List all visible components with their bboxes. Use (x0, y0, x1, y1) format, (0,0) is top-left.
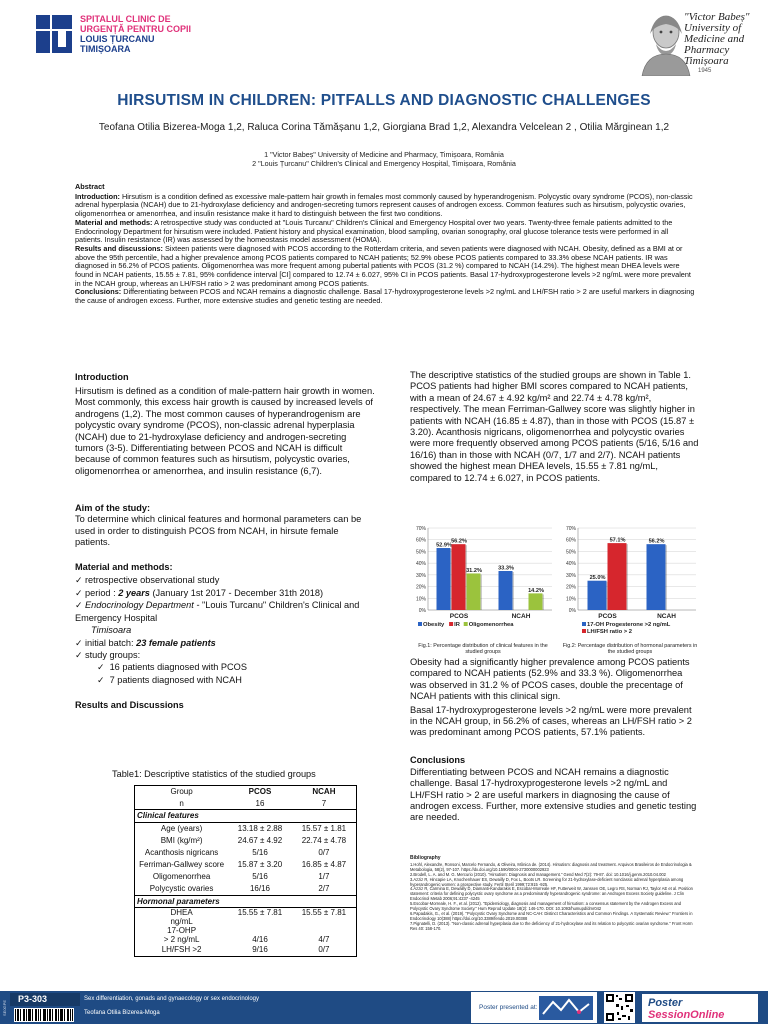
biblio-item: 7.Pignatelli, D. (2013). "Non-classic adrenal hyperplasia due to the deficiency of 21-hydroxylase and its relation to polycystic ovarian syndrome." Front Horm Res 40: 158-170. (410, 920, 693, 931)
y-tick-label: 70% (565, 526, 576, 532)
abstract-methods-label: Material and methods: (75, 217, 153, 227)
footer-side-code: SE0GPE (2, 999, 7, 1016)
legend-label: IR (454, 622, 460, 628)
chart-2 (560, 520, 700, 656)
right-intro-text: The descriptive statistics of the studied groups are shown in Table 1. PCOS patients had higher BMI scores compared to NCAH patients, with a mean of 24.67 ± 4.92 kg/m² and 22.74 ± 4.78 kg/m², respectively. The mean Ferriman-Gallwey score was slightly higher in patients with NCAH (16.85 ± 4.87), than in those with PCOS (15.87 ± 3.20). Acanthosis nigricans, oligomenorrhea and polycystic ovaries were more frequently observed among PCOS patients (5/16, 5/16 and 16/16) than in those with NCAH (0/7, 1/7 and 2/7). NCAH patients showed the highest mean DHEA levels, 15.55 ± 7.81 ng/mL, compared to 12.74 ± 6.027, in PCOS patients. (410, 370, 699, 483)
bar (608, 543, 627, 610)
y-tick-label: 30% (565, 572, 576, 579)
legend-label: Oligomenorrhea (468, 622, 514, 628)
bar (467, 573, 481, 610)
y-tick-label: 60% (565, 537, 576, 544)
abstract (75, 183, 697, 306)
table-row: DHEA ng/mL 15.55 ± 7.81 15.55 ± 7.81 (170, 907, 347, 926)
abstract-intro-label: Introduction: (75, 191, 120, 201)
hospital-logo-line2: URGENȚĂ PENTRU COPII (80, 24, 192, 34)
poster-footer (0, 991, 768, 1024)
table-row: Oligomenorrhea 5/16 1/7 (152, 872, 330, 882)
data-label: 31.2% (466, 567, 482, 574)
table-row: LH/FSH >2 9/16 0/7 (161, 945, 330, 955)
table-row: BMI (kg/m²) 24.67 ± 4.92 22.74 ± 4.78 (160, 835, 347, 845)
abstract-results-text: Sixteen patients were diagnosed with PCOS according to the Rotterdam criteria, and seven patients were diagnosed with NCAH. Obesity, defined as a BMI at or above the 95th percentile, had a higher prevalence among PCOS patients compared to NCAH patients; 52.9% obese PCOS patients compared to 33.3% obese NCAH patients. IR was diagnosed in 56.2% of PCOS patients. Oligomenorrhea was more frequent among pubertal patients with PCOS (31.2 %) compared to NCAH (14.2%). The highest mean DHEA levels were found in NCAH patients, 15.55 ± 7.81, 95% confidence interval [CI] compared to 12.74 ± 6.027, 95% CI in PCOS patients. Basal 17-hydroxyprogesterone levels >2 ng/mL were more prevalent in the NCAH group, whereas an LH/FSH ratio > 2 was predominant among PCOS patients. (75, 243, 691, 288)
check-icon: ✓ (97, 662, 105, 673)
bibliography (410, 856, 700, 932)
x-tick-label: PCOS (449, 613, 469, 620)
biblio-item: 2.Brodell, L. A. and M. G. Mercurio (2010). "Hirsutism: Diagnosis and management." Gend Med 7(2): 79-87. doi: 10.1016/j.genm.2010.04.002 (410, 871, 666, 877)
table-caption: Table1: Descriptive statistics of the studied groups (112, 769, 316, 779)
poster-title: HIRSUTISM IN CHILDREN: PITFALLS AND DIAGNOSTIC CHALLENGES (117, 92, 651, 109)
barcode-icon (14, 1008, 74, 1022)
methods-dept-city: Timisoara (91, 625, 132, 636)
data-label: 52.9% (436, 542, 452, 549)
check-icon: ✓ (75, 575, 83, 586)
legend-label: LH/FSH ratio > 2 (587, 629, 632, 635)
basal-paragraph: Basal 17-hydroxyprogesterone levels >2 ng/mL were more prevalent in the NCAH group, in 56.2% of cases, whereas an LH/FSH ratio > 2 was predominant among PCOS patients, 57.1% patients. (410, 704, 692, 738)
legend-label: Obesity (423, 622, 445, 628)
data-label: 33.3% (498, 565, 514, 572)
bar-shadow (543, 594, 545, 610)
affiliations (0, 150, 768, 168)
abstract-concl-label: Conclusions: (75, 287, 122, 297)
conclusions-heading: Conclusions (410, 754, 466, 765)
table-section-clinical: Clinical features (135, 810, 357, 822)
ps-logo-line1: Poster (648, 997, 683, 1009)
y-tick-label: 50% (415, 549, 426, 556)
legend-swatch (582, 622, 586, 626)
biblio-item: 6.Papadakis, G., et al. (2019). "Polycystic Ovary Syndrome and NC-CAH: Distinct Characteristics and Common Findings. A Systematic Review." Frontiers in Endocrinology 10(388) https://doi.org/10.3389/fendo.2019.00388 (410, 910, 693, 921)
methods-item-2: ✓ period : 2 years (January 1st 2017 - December 31th 2018) (75, 587, 324, 598)
poster-presented-box (470, 991, 598, 1024)
hospital-logo-icon (36, 15, 72, 53)
ps-logo-line2: SessionOnline (648, 1009, 725, 1021)
check-icon: ✓ (75, 600, 83, 611)
bar-shadow (481, 574, 483, 610)
y-tick-label: 70% (415, 526, 426, 532)
hospital-logo-line1: SPITALUL CLINIC DE (80, 14, 171, 24)
legend-label: 17-OH Progesterone >2 ng/mL (587, 622, 671, 628)
footer-topic: Sex differentiation, gonads and gynaecology or sex endocrinology (84, 996, 260, 1002)
methods-group-1: ✓ 16 patients diagnosed with PCOS (97, 662, 247, 673)
intro-text: Hirsutism is defined as a condition of male-pattern hair growth in women. Most commonly, this excess hair growth is caused by increased levels of androgens (1,2). The most common causes of hyperandrogenism are polycystic ovary syndrome (PCOS), non-classic adrenal hyperplasia (NCAH) due to 21-hydroxylase deficiency and androgen-secreting tumors (3-5). Differentiating between PCOS and NCAH is difficult because of common features such as hirsutism, polycystic ovaries, oligomenorrhea or amenorrhea, and insulin resistance (6,7). (75, 386, 375, 476)
qr-code-icon[interactable] (604, 992, 635, 1023)
poster-presented-label: Poster presented at: (479, 1004, 538, 1011)
university-year: 1945 (698, 68, 712, 74)
table-row: Polycystic ovaries 16/16 2/7 (149, 884, 330, 894)
legend-swatch (449, 622, 453, 626)
y-tick-label: 0% (418, 608, 426, 614)
aim-text: To determine which clinical features and hormonal parameters can be used in order to distinguish PCOS from NCAH, in hirsute female patients. (75, 514, 362, 548)
abstract-concl-text: Differentiating between PCOS and NCAH remains a diagnostic challenge. Basal 17-hydroxyprogesterone levels >2 ng/mL and LH/FSH ratio > 2 are useful markers in diagnosing the cause of androgen excess. Further, more extensive studies and genetic testing are needed. (75, 287, 695, 306)
methods-item-5: ✓ study groups: (75, 649, 141, 660)
abstract-methods-text: A retrospective study was conducted at "Louis Turcanu" Children's Clinical and Emergency Hospital over two years. Twenty-three female patients admitted to the Endocrinology Department for hirsutism were included. Patient history and physical examination, blood sampling, ovarian sonography, oral glucose tolerance tests were performed in all patients. Insulin resistance (IR) was assessed by the homeostasis model assessment (HOMA). (75, 217, 673, 245)
abstract-intro (75, 193, 697, 219)
right-lower (410, 657, 700, 824)
affiliation-2: 2 "Louis Țurcanu" Children's Clinical and Emergency Hospital, Timișoara, România (252, 159, 516, 168)
y-tick-label: 10% (415, 596, 426, 603)
right-column (410, 370, 700, 484)
poster-session-online-logo[interactable] (642, 994, 758, 1022)
abstract-results-label: Results and discussions: (75, 243, 163, 253)
table-row: n 16 7 (179, 799, 327, 809)
table-row: 17-OHP > 2 ng/mL 4/16 4/7 (163, 925, 330, 944)
bar (588, 581, 607, 610)
biblio-item: 1.Hohl, Alexandre, Ronsoni, Marcelo Fernando, & Oliveira, Mônica de. (2014). Hirsutism: diagnosis and treatment. Arquivos Brasileiros de Endocrinologia & Metabologia, 58(2), 97-107. https://dx.doi.org/10.1590/0004-2730000002923 (410, 861, 692, 872)
abstract-heading: Abstract (75, 182, 105, 191)
y-tick-label: 0% (568, 608, 576, 614)
bibliography-heading: Bibliography (410, 855, 441, 861)
methods-item-4: ✓ initial batch: 23 female patients (75, 637, 216, 648)
methods-item-3: ✓ Endocrinology Department - "Louis Turcanu" Children's Clinical and Emergency Hospital (75, 600, 360, 623)
table-row: Ferriman-Gallwey score 15.87 ± 3.20 16.85 ± 4.87 (139, 860, 347, 870)
check-icon: ✓ (97, 674, 105, 685)
y-tick-label: 50% (565, 549, 576, 556)
data-label: 56.2% (648, 538, 665, 545)
legend-swatch (418, 622, 422, 626)
legend-swatch (464, 622, 468, 626)
hospital-logo (36, 14, 191, 54)
y-tick-label: 60% (415, 537, 426, 544)
university-logo-line4: Pharmacy (684, 44, 730, 56)
table-header-row: Group PCOS NCAH (170, 787, 336, 797)
methods-group-2: ✓ 7 patients diagnosed with NCAH (97, 674, 242, 685)
chart-1 (410, 520, 556, 656)
check-icon: ✓ (75, 649, 83, 660)
table-section-hormonal: Hormonal parameters (135, 895, 357, 907)
biblio-item: 4.Azziz R, Carmina E, Dewailly D, Diamanti-Kandarakis E, Escobar-Morreale HF, Futterweit W, Janssen OE, Legro RS, Norman RJ, Taylor AE et al. Position statement: criteria for defining polycystic ovary syndrome as a predominantly hyperandrogenic syndrome: an Androgen Excess Society guideline. J Clin Endocrinol Metab 2006;91:4237 -4245 (410, 886, 693, 902)
check-icon: ✓ (75, 637, 83, 648)
y-tick-label: 20% (415, 584, 426, 591)
left-column (75, 372, 375, 714)
x-tick-label: NCAH (657, 613, 676, 620)
biblio-item: 5.Escobar-Morreale, H. F., et al. (2012). "Epidemiology, diagnosis and management of hirsutism: a consensus statement by the Androgen Excess and Polycystic Ovary Syndrome Society." Hum Reprod Update 18(2): 146-170. DOI: 10.1093/humupd/dmr042 (410, 901, 682, 912)
stats-table (134, 785, 357, 957)
hospital-logo-line3: LOUIS ȚURCANU (80, 34, 155, 44)
methods-heading: Material and methods: (75, 562, 173, 573)
y-tick-label: 30% (415, 572, 426, 579)
author-list: Teofana Otilia Bizerea-Moga 1,2, Raluca Corina Tămășanu 1,2, Giorgiana Brad 1,2, Alexandra Velcelean 2 , Otilia Mărginean 1,2 (98, 122, 670, 133)
biblio-item: 3.Azziz R, Hincapie LA, Knochenhauer ES, Dewailly D, Fox L, Boots LR. Screening for 21-hydroxylase-deficient nonclassic adrenal hyperplasia among hyperandrogenic women: a prospective study. Fertil Steril 1999;72:915 -925. (410, 876, 684, 887)
x-tick-label: PCOS (598, 613, 617, 620)
university-logo-line5: Timișoara (684, 55, 729, 67)
table-row: Acanthosis nigricans 5/16 0/7 (144, 848, 330, 858)
bar (452, 544, 466, 610)
abstract-methods (75, 219, 697, 245)
y-tick-label: 20% (565, 584, 576, 591)
data-label: 57.1% (609, 537, 626, 544)
university-logo-line2: University of (684, 22, 742, 34)
aim-heading: Aim of the study: (75, 503, 151, 514)
abstract-intro-text: Hirsutism is a condition defined as excessive male-pattern hair growth in females most commonly caused by hyperandrogenism. Polycystic ovary syndrome (PCOS), non-classic adrenal hyperplasia (NCAH) due to 21-hydroxylase deficiency and androgen-secreting tumors represent causes of androgen excess. Common features such as hirsutism, polycystic ovaries, oligomenorrhea or amenorrhea, and insulin resistance make it hard to distinguish between the first two conditions. (75, 191, 693, 219)
chart-1-caption: Fig.1: Percentage distribution of clinical features in the studied groups (418, 643, 548, 656)
footer-author: Teofana Otilia Bizerea-Moga (84, 1010, 160, 1016)
conclusions-text: Differentiating between PCOS and NCAH remains a diagnostic challenge. Basal 17-hydroxyprogesterone levels >2 ng/mL and LH/FSH ratio > 2 are useful markers in diagnosing the cause of androgen excess. Further, more extensive studies and genetic testing are needed. (410, 766, 697, 823)
y-tick-label: 40% (415, 561, 426, 568)
methods-item-1: ✓ retrospective observational study (75, 575, 220, 586)
bar-shadow (627, 544, 629, 610)
chart-1-svg (410, 520, 556, 638)
bar (529, 593, 543, 610)
university-logo (638, 6, 758, 78)
bar (437, 548, 451, 610)
abstract-conclusions (75, 288, 697, 305)
conference-logo-icon (539, 996, 593, 1020)
university-logo-line3: Medicine and (684, 33, 745, 45)
x-tick-label: NCAH (511, 613, 531, 620)
table-row: Age (years) 13.18 ± 2.88 15.57 ± 1.81 (160, 823, 347, 833)
obesity-paragraph: Obesity had a significantly higher prevalence among PCOS patients compared to NCAH patients (52.9% and 33.3 %). Oligomenorrhea was observed in 31.2 % of PCOS cases, double the precentage of NCAH patients with this clinical sign. (410, 657, 690, 702)
data-label: 25.0% (589, 575, 606, 582)
check-icon: ✓ (75, 587, 83, 598)
bar-shadow (513, 572, 515, 610)
data-label: 14.2% (528, 587, 544, 594)
results-heading: Results and Discussions (75, 700, 184, 711)
poster-code: P3-303 (10, 993, 80, 1006)
affiliation-1: 1 "Victor Babeș" University of Medicine and Pharmacy, Timișoara, România (264, 150, 504, 159)
university-logo-line1: "Victor Babeș" (684, 11, 750, 23)
chart-2-svg (560, 520, 700, 638)
chart-2-caption: Fig.2: Percentage distribution of hormonal parameters in the studied groups (562, 643, 698, 656)
y-tick-label: 40% (565, 561, 576, 568)
poster-header (0, 0, 768, 88)
intro-heading: Introduction (75, 372, 129, 382)
y-tick-label: 10% (565, 596, 576, 603)
legend-swatch (582, 629, 586, 633)
data-label: 56.2% (451, 538, 467, 545)
abstract-results (75, 245, 697, 289)
hospital-logo-line4: TIMIȘOARA (80, 44, 131, 54)
bar-shadow (666, 545, 668, 610)
bar (499, 571, 513, 610)
bar (647, 544, 666, 610)
